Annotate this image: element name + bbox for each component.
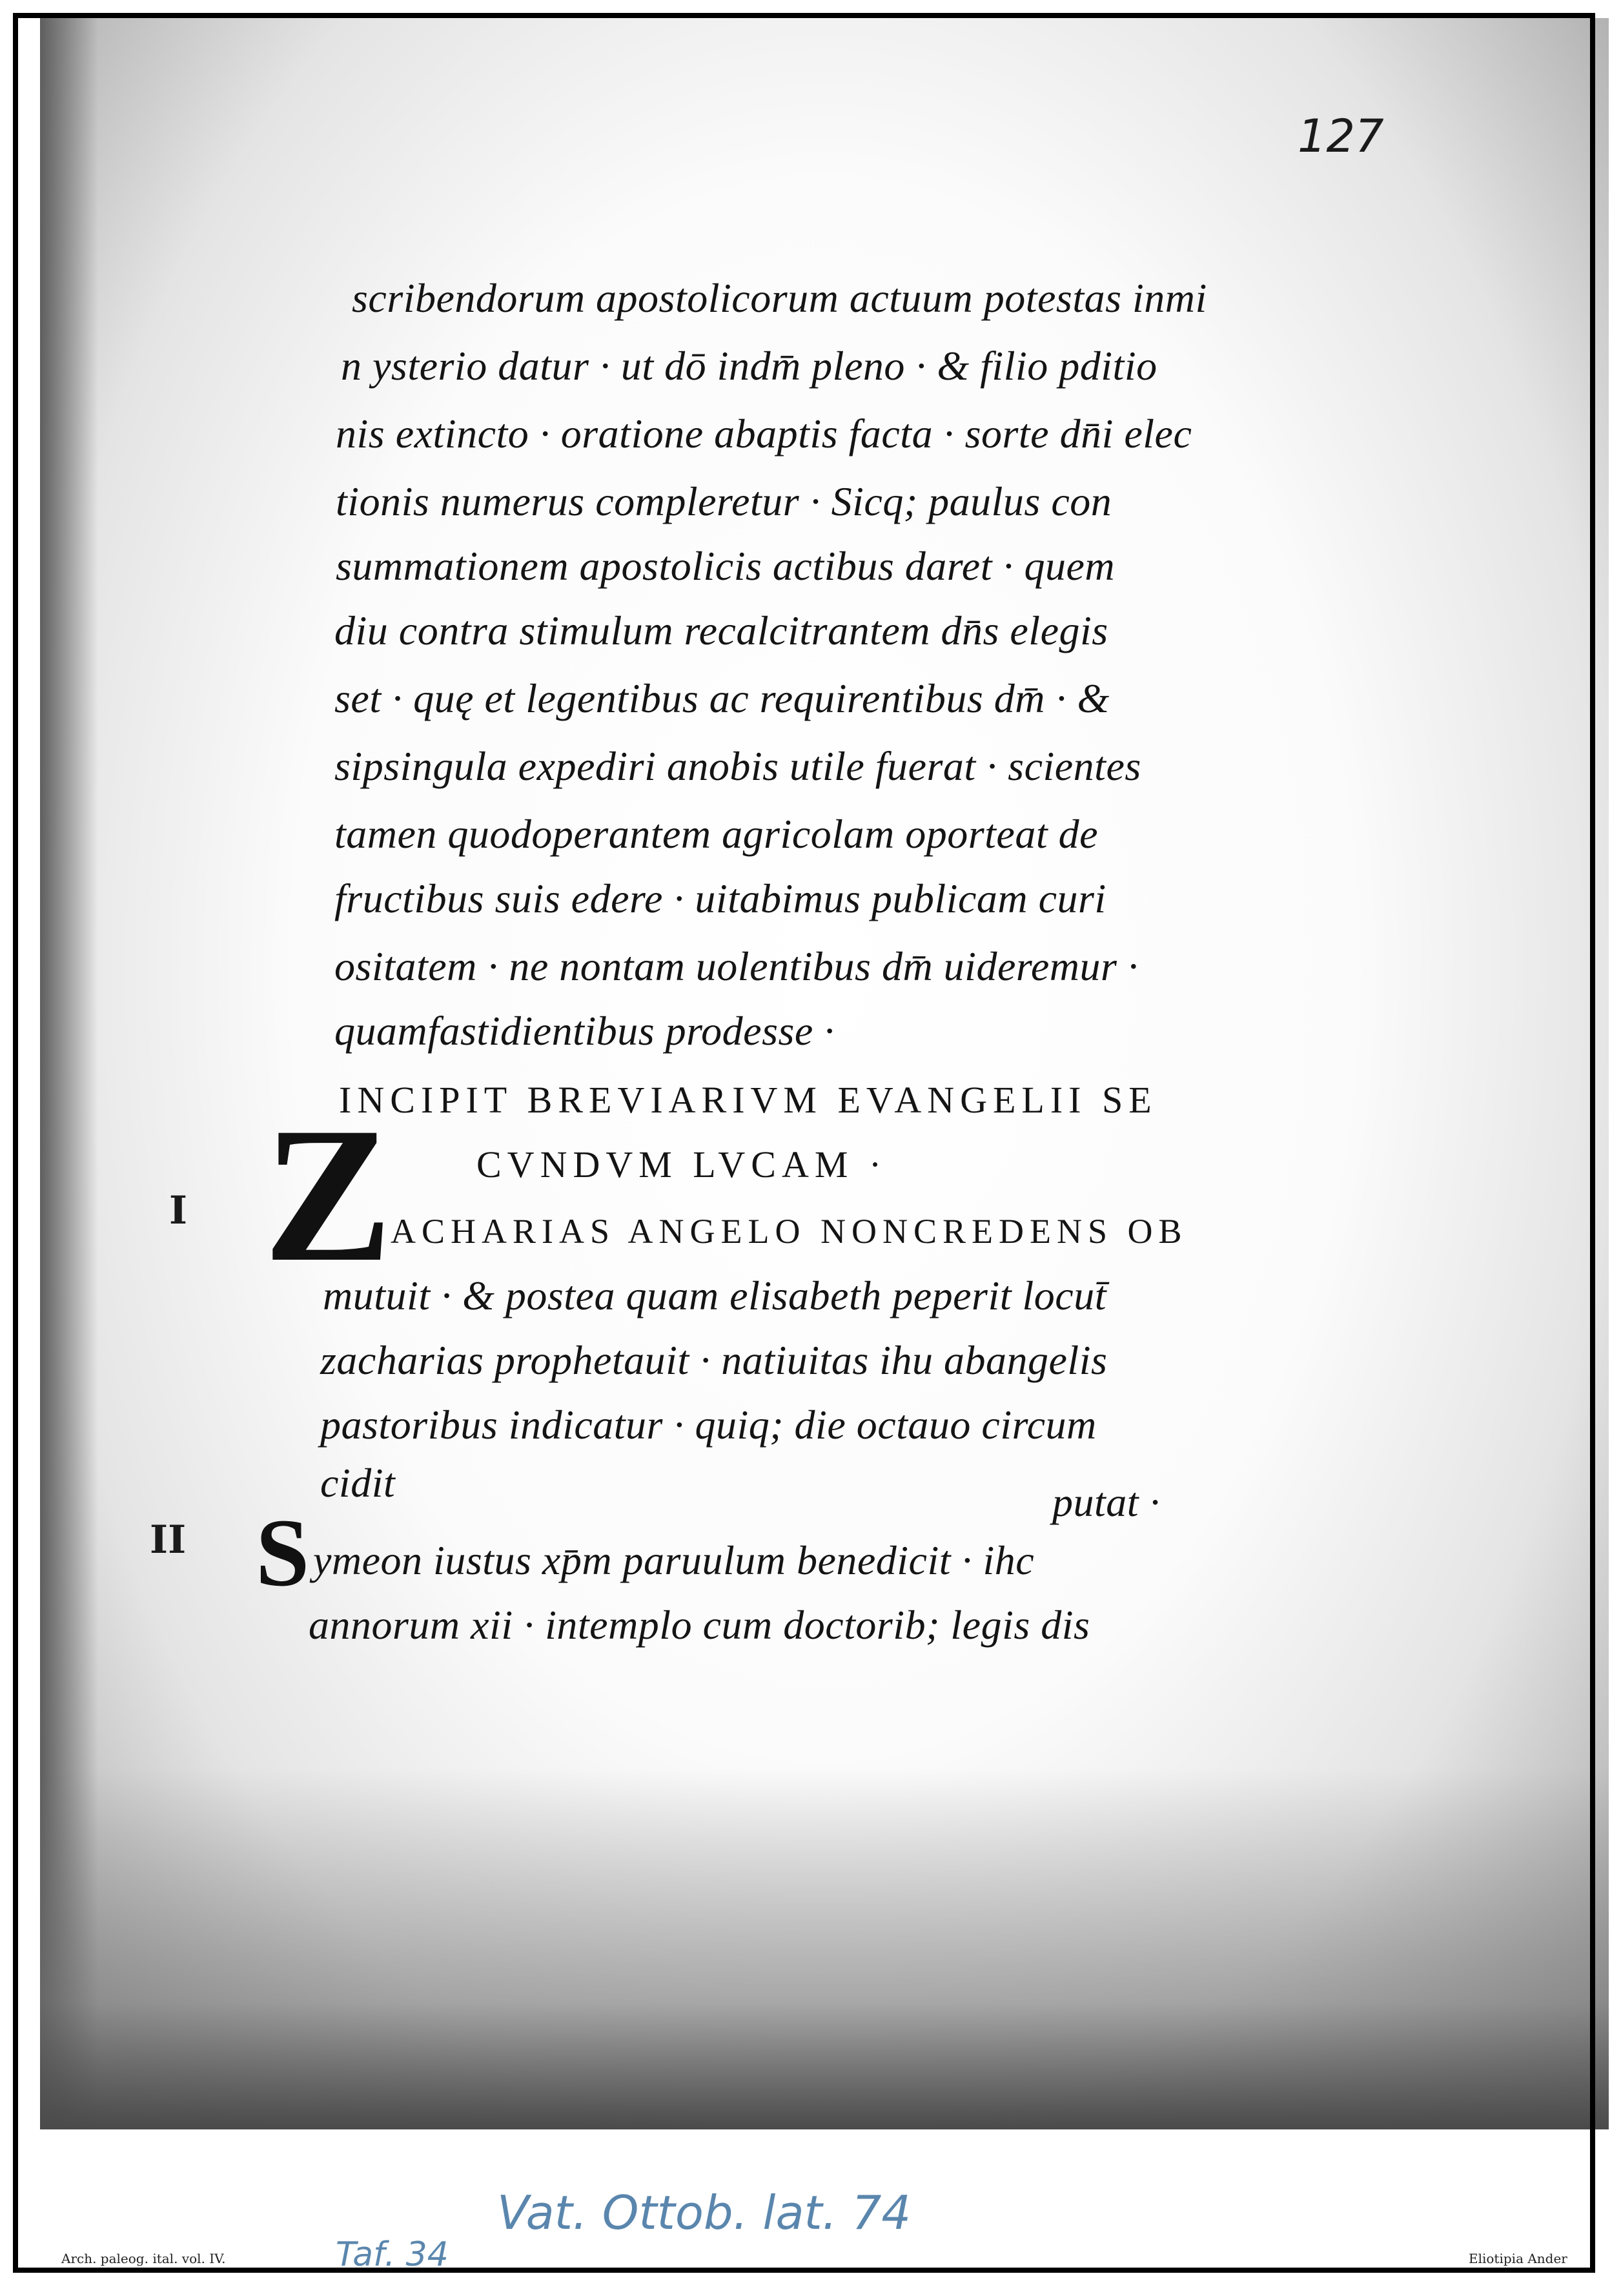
decorated-initial-z: Z: [263, 1087, 393, 1302]
text-line: annorum xii · intemplo cum doctorib; legis dis: [309, 1602, 1090, 1648]
shelfmark-handnote: Vat. Ottob. lat. 74: [497, 2186, 912, 2240]
rubric-line: INCIPIT BREVIARIVM EVANGELII SE: [339, 1079, 1157, 1121]
text-line: tionis numerus compleretur · Sicq; paulus con: [336, 478, 1112, 524]
printer-caption: Eliotipia Ander: [1469, 2251, 1567, 2266]
text-line: fructibus suis edere · uitabimus publicam curi: [334, 876, 1106, 921]
text-line: cidit: [320, 1460, 396, 1506]
text-line: tamen quodoperantem agricolam oporteat de: [334, 811, 1098, 857]
text-line: set · quę et legentibus ac requirentibus dm̄ · &: [334, 675, 1110, 721]
folio-number: 127: [1298, 110, 1384, 163]
text-line: ositatem · ne nontam uolentibus dm̄ uideremur ·: [334, 943, 1139, 989]
chapter-numeral-2: II: [150, 1517, 187, 1563]
text-line: pastoribus indicatur · quiq; die octauo circum: [320, 1402, 1097, 1448]
text-line: putat ·: [1052, 1479, 1161, 1525]
text-line: quamfastidientibus prodesse ·: [334, 1008, 835, 1054]
rubric-line: CVNDVM LVCAM ·: [476, 1143, 888, 1185]
text-line: summationem apostolicis actibus daret · quem: [336, 543, 1116, 589]
text-line: diu contra stimulum recalcitrantem dn̄s elegis: [334, 608, 1108, 653]
text-line: zacharias prophetauit · natiuitas ihu abangelis: [320, 1337, 1108, 1383]
series-caption: Arch. paleog. ital. vol. IV.: [61, 2251, 226, 2266]
chapter-1-first-line: ACHARIAS ANGELO NONCREDENS OB: [391, 1212, 1188, 1251]
text-line: scribendorum apostolicorum actuum potestas inmi: [352, 275, 1207, 321]
text-line: ymeon iustus xp̄m paruulum benedicit · ihc: [313, 1537, 1035, 1583]
text-line: nis extincto · oratione abaptis facta · sorte dn̄i elec: [336, 411, 1192, 456]
decorated-initial-s: S: [256, 1499, 310, 1606]
text-line: mutuit · & postea quam elisabeth peperit locut̄: [323, 1273, 1106, 1318]
plate-handnote: Taf. 34: [336, 2235, 449, 2274]
text-line: n ysterio datur · ut dō indm̄ pleno · & filio pditio: [341, 343, 1157, 389]
text-line: sipsingula expediri anobis utile fuerat · scientes: [334, 743, 1141, 789]
chapter-numeral-1: I: [169, 1188, 188, 1233]
